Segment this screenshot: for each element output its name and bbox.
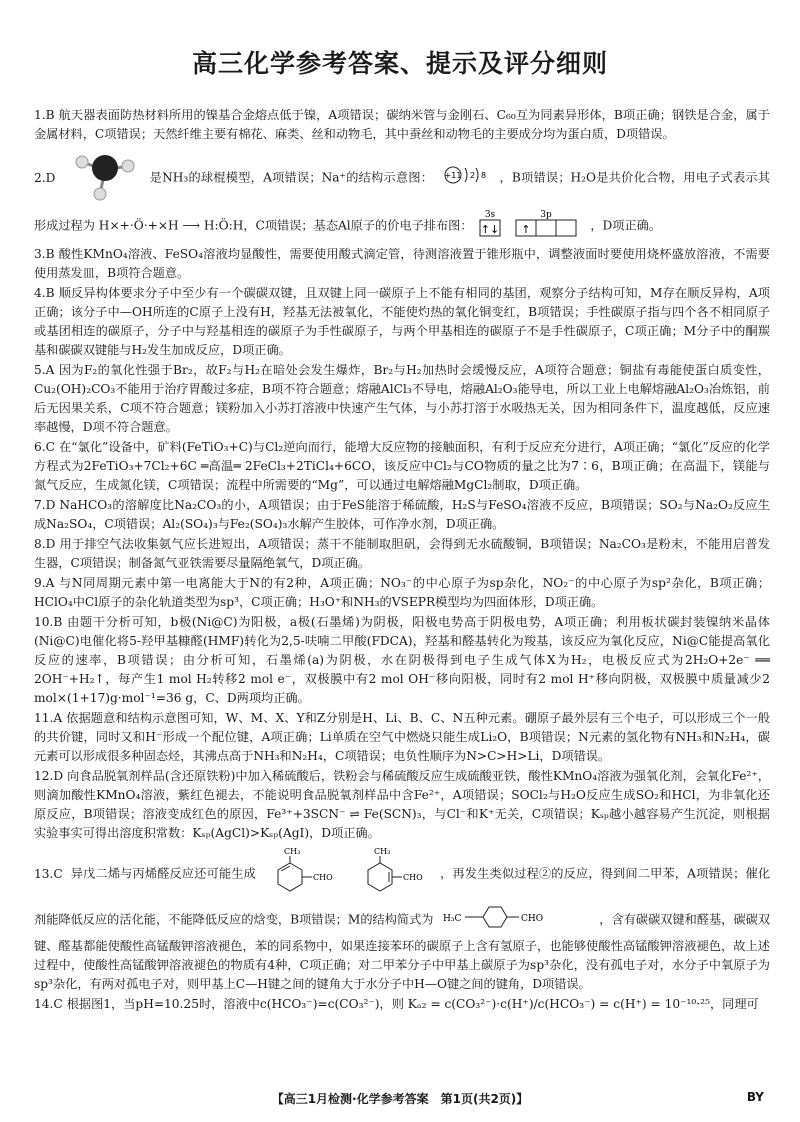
answer-item-5 (34, 361, 770, 437)
page-title: 高三化学参考答案、提示及评分细则 (191, 49, 608, 78)
item-text: 根据图1，当pH=10.25时，溶液中c(HCO₃⁻)=c(CO₃²⁻)，则 Kₐ₂ = c(CO₃²⁻)·c(H⁺)/c(HCO₃⁻) = c(H⁺) = 10⁻¹⁰·²⁵，同理可 (66, 997, 759, 1011)
item-text: 向食品脱氧剂样品(含还原铁粉)中加入稀硫酸后，铁粉会与稀硫酸反应生成硫酸亚铁，酸性KMnO₄溶液为强氧化剂，会氧化Fe²⁺，则滴加酸性KMnO₄溶液，紫红色褪去，不能说明食品脱氧剂样品中含Fe²⁺，A项错误；SOCl₂与H₂O反应生成SO₂和HCl，为非氧化还原反应，B项错误；溶液变成红色的原因，Fe³⁺+3SCN⁻ ⇌ Fe(SCN)₃，与Cl⁻和K⁺无关，C项错误；Kₛₚ越小越容易产生沉淀，则根据实验事实可得出溶度积常数：Kₛₚ(AgCl)>Kₛₚ(AgI)，D项正确。 (34, 769, 770, 840)
orbital-label-3s: 3s (485, 210, 496, 220)
item-number: 4.B (34, 286, 55, 300)
item-number: 5.A (34, 363, 55, 377)
item-number: 14.C (34, 997, 63, 1011)
footer-code: BY (746, 1090, 764, 1104)
item-text: 依据题意和结构示意图可知，W、M、X、Y和Z分别是H、Li、B、C、N五种元素。硼原子最外层有三个电子，可以形成三个一般的共价键，同时又和H⁻形成一个配位键，A项正确；Li单质在空气中燃烧只能生成Li₂O，B项错误；N元素的氢化物有NH₃和N₂H₄，碳元素可以形成很多种固态烃，其沸点高于NH₃和N₂H₄，C项错误；电负性顺序为N>C>H>Li，D项错误。 (34, 711, 770, 763)
svg-text:CH₃: CH₃ (284, 847, 301, 856)
item-text: 酸性KMnO₄溶液、FeSO₄溶液均显酸性，需要使用酸式滴定管，待测溶液置于锥形瓶中，调整液面时要使用烧杯盛放溶液，不需要使用蒸发皿，B项符合题意。 (34, 247, 770, 280)
svg-text:+11: +11 (444, 171, 462, 180)
item-text: 由题干分析可知，b极(Ni@C)为阳极，a极(石墨烯)为阴极，阳极电势高于阴极电势，A项正确；利用板状碳封装镍纳米晶体(Ni@C)电催化将5-羟甲基糠醛(HMF)转化为2,5-呋喃二甲酸(FDCA)，羟基和醛基转化为羧基，该反应为氧化反应，Ni@C能提高氧化反应的速率，B项错误；由分析可知，石墨烯(a)为阴极，水在阴极得到电子生成气体X为H₂，电极反应式为2H₂O+2e⁻ ══ 2OH⁻+H₂↑，每产生1 mol H₂转移2 mol e⁻，双极膜中有2 mol OH⁻移向阳极，同时有2 mol H⁺移向阴极，双极膜中质量减少2 mol×(1+17)g·mol⁻¹=36 g，C、D两项均正确。 (34, 615, 770, 705)
svg-text:CH₃: CH₃ (374, 847, 391, 856)
item-text: 航天器表面防热材料所用的镍基合金熔点低于镍，A项错误；碳纳米管与金刚石、C₆₀互为同素异形体，B项正确；钢铁是合金，属于金属材料，C项错误；天然纤维主要有棉花、麻类、丝和动物毛，其中蚕丝和动物毛的主要成分均为蛋白质，D项错误。 (34, 108, 770, 141)
item-text-c: ，D项正确。 (590, 218, 662, 233)
na-ion-structure-diagram (443, 165, 489, 191)
answer-item-12 (34, 767, 770, 843)
item-text: 顺反异构体要求分子中至少有一个碳碳双键，且双键上同一碳原子上不能有相同的基团，观察分子结构可知，M存在顺反异构，A项正确；该分子中—OH所连的C原子上没有H，羟基无法被氧化，不能使灼热的氧化铜变红，B项错误；手性碳原子指与四个各不相同原子或基团相连的碳原子，分子中与羟基相连的碳原子为手性碳原子，与两个甲基相连的碳原子不是手性碳原子，C项正确；M分子中的酮羰基和碳碳双键能与H₂发生加成反应，D项正确。 (34, 286, 770, 357)
item-text-a: 是NH₃的球棍模型，A项错误；Na⁺的结构示意图： (149, 170, 434, 185)
orbital-label-3p: 3p (540, 210, 553, 220)
svg-text:↑↓: ↑↓ (481, 223, 500, 236)
answer-item-3 (34, 245, 770, 283)
answer-item-8 (34, 535, 770, 573)
item-number: 3.B (34, 247, 55, 261)
cyclohexene-aldehyde-structure-1 (264, 845, 342, 903)
item-number: 2.D (34, 170, 56, 185)
cyclohexene-aldehyde-structure-2 (354, 845, 432, 903)
item-number: 7.D (34, 498, 56, 512)
page-footer: 【高三1月检测·化学参考答案 第1页(共2页)】 (271, 1092, 529, 1106)
item-number: 9.A (34, 576, 55, 590)
item-text-b: ，B项错误；H₂O是共价化合物，用电子式表示其形成过程为 H×+·Ö·+×H ⟶ H:Ö:H，C项错误；基态Al原子的价电子排布图： (34, 170, 771, 233)
answer-item-1 (34, 106, 770, 144)
answer-list (34, 106, 770, 1015)
svg-text:2: 2 (470, 171, 476, 180)
al-orbital-diagram (476, 208, 586, 244)
answer-item-14 (34, 995, 770, 1014)
svg-text:H₃C: H₃C (443, 914, 462, 924)
nh3-ball-stick-model (70, 148, 140, 208)
svg-text:CHO: CHO (521, 914, 544, 924)
answer-item-4 (34, 284, 770, 360)
item-number: 6.C (34, 440, 55, 454)
item-text-c: ，含有碳碳双键和醛基，碳碳双键、醛基都能使酸性高锰酸钾溶液褪色，苯的同系物中，如果连接苯环的碳原子上含有氢原子，也能够使酸性高锰酸钾溶液褪色，故上述过程中，使酸性高锰酸钾溶液褪色的物质有4种，C项正确；对二甲苯分子中甲基上碳原子为sp³杂化，没有孤电子对，水分子中氧原子为sp³杂化，有两对孤电子对，则甲基上C—H键之间的键角大于水分子中H—O键之间的键角，D项错误。 (34, 912, 771, 991)
item-text: 与N同周期元素中第一电离能大于N的有2种，A项正确；NO₃⁻的中心原子为sp杂化，NO₂⁻的中心原子为sp²杂化，B项正确；HClO₄中Cl原子的杂化轨道类型为sp³，C项正确；H₃O⁺和NH₃的VSEPR模型均为四面体形，D项正确。 (34, 576, 770, 609)
m-structure-formula (441, 903, 591, 937)
item-text: 因为F₂的氧化性强于Br₂，故F₂与H₂在暗处会发生爆炸，Br₂与H₂加热时会缓慢反应，A项符合题意；铜盐有毒能使蛋白质变性，Cu₂(OH)₂CO₃不能用于治疗胃酸过多症，B项不符合题意；熔融AlCl₃不导电，熔融Al₂O₃能导电，所以工业上电解熔融Al₂O₃冶炼铝，前后无因果关系，C项不符合题意；镁粉加入小苏打溶液中快速产生气体，与小苏打溶于水吸热无关，因为相同条件下，温度越低，反应速率越慢，D项不符合题意。 (34, 363, 770, 434)
answer-item-6 (34, 438, 770, 495)
item-number: 13.C (34, 866, 63, 881)
answer-item-7 (34, 496, 770, 534)
item-text: 用于排空气法收集氨气应长进短出，A项错误；蒸干不能制取胆矾，会得到无水硫酸铜，B项错误；Na₂CO₃是粉末，不能用启普发生器，C项错误；制备氮气亚铁需要尽量隔绝氧气，D项正确。 (34, 537, 770, 570)
answer-item-13 (34, 845, 770, 994)
answer-item-11 (34, 709, 770, 766)
item-number: 11.A (34, 711, 63, 725)
item-number: 1.B (34, 108, 55, 122)
item-number: 10.B (34, 615, 63, 629)
item-text: NaHCO₃的溶解度比Na₂CO₃的小，A项错误；由于FeS能溶于稀硫酸，H₂S与FeSO₄溶液不反应，B项错误；SO₂与Na₂O₂反应生成Na₂SO₄，C项错误；Al₂(SO₄)₃与Fe₂(SO₄)₃水解产生胶体，可作净水剂，D项正确。 (34, 498, 770, 531)
item-text: 在“氯化”设备中，矿料(FeTiO₃+C)与Cl₂逆向而行，能增大反应物的接触面积，有利于反应充分进行，A项正确；“氯化”反应的化学方程式为2FeTiO₃+7Cl₂+6C ═高温═ 2FeCl₃+2TiCl₄+6CO，该反应中Cl₂与CO物质的量之比为7∶6，B项正确；在高温下，镁能与氮气反应，生成氮化镁，C项错误；流程中所需要的“Mg”，可以通过电解熔融MgCl₂制取，D项正确。 (34, 440, 770, 492)
svg-text:CHO: CHO (313, 873, 333, 882)
item-number: 12.D (34, 769, 64, 783)
item-number: 8.D (34, 537, 56, 551)
item-text-a: 异戊二烯与丙烯醛反应还可能生成 (70, 866, 257, 881)
answer-item-9 (34, 574, 770, 612)
svg-text:8: 8 (481, 171, 487, 180)
answer-item-10 (34, 613, 770, 708)
svg-text:CHO: CHO (403, 873, 423, 882)
answer-item-2 (34, 148, 770, 244)
item-text-b: ，再发生类似过程②的反应，得到间二甲苯，A项错误；催化剂能降低反应的活化能，不能降低反应的焓变，B项错误；M的结构简式为 (34, 866, 771, 927)
svg-text:↑: ↑ (521, 223, 532, 236)
